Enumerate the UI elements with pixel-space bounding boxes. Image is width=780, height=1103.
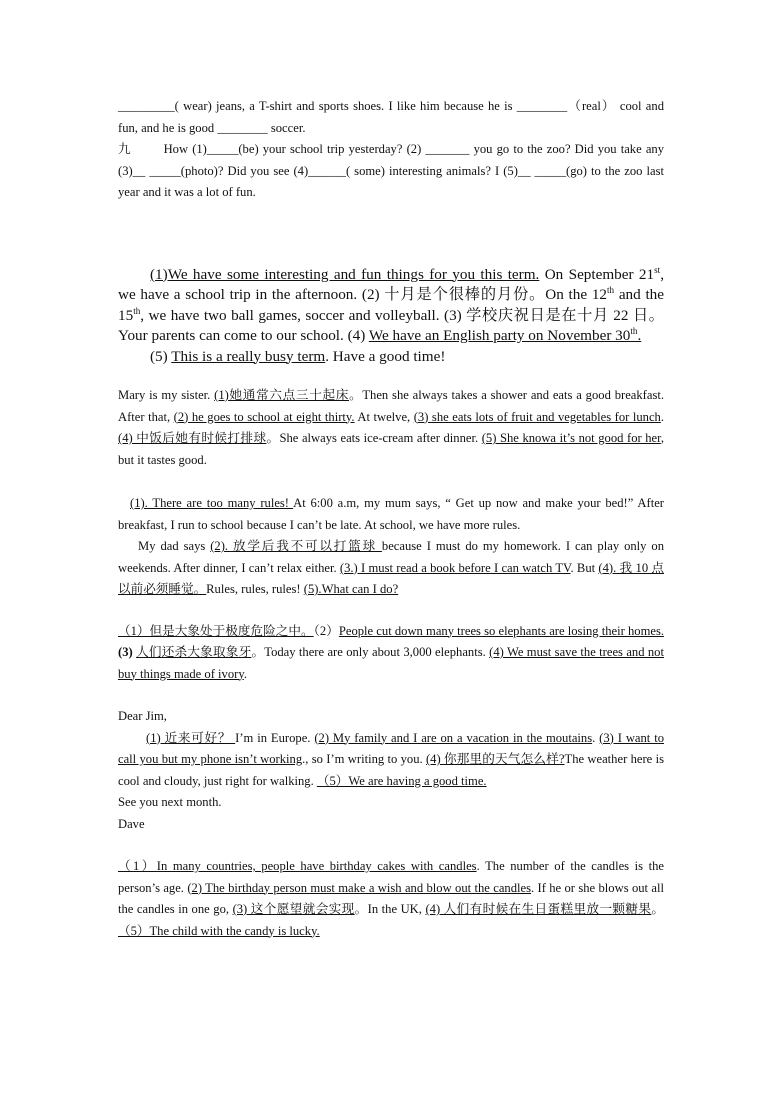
- mary-paragraph: [118, 385, 664, 471]
- rules-text: because I must do my homework. I can play only on weekends. After dinner, I can’t relax either.: [118, 539, 664, 575]
- underlined-sentence-2: (2) The birthday person must make a wish and blow out the candles: [187, 880, 531, 895]
- elephants-text: （2）: [313, 623, 339, 638]
- underlined-sentence-2: (2) My family and I are on a vacation in the moutains: [314, 730, 593, 745]
- underlined-sentence-3: (3.) I must read a book before I can watch TV: [339, 560, 571, 575]
- fill-line-2: [118, 139, 664, 204]
- letter-text: The weather here is cool and cloudy, just right for walking.: [118, 752, 664, 788]
- letter-greeting: Dear Jim,: [118, 709, 167, 723]
- underlined-sentence-3: (3) she eats lots of fruit and vegetables for lunch: [413, 409, 661, 424]
- underlined-sentence-4: [369, 327, 641, 344]
- worksheet-page: [118, 96, 664, 942]
- underlined-sentence-1: （1）但是大象处于极度危险之中。: [118, 623, 314, 638]
- passage-elephants: [118, 621, 664, 686]
- passage-letter: [118, 706, 664, 835]
- term-text: . Have a good time!: [325, 347, 446, 365]
- underlined-sentence-4: (4) 你那里的天气怎么样?: [425, 752, 565, 766]
- fill-in-blank-section: [118, 96, 664, 204]
- underlined-sentence-2: (2). 放学后我不可以打篮球: [210, 539, 382, 553]
- passage-birthday: [118, 856, 664, 942]
- underlined-sentence-3: (3) 这个愿望就会实现: [232, 902, 355, 916]
- underlined-sentence-5: (5).What can I do?: [303, 582, 399, 596]
- underlined-sentence-1: (1)她通常六点三十起床: [214, 388, 350, 402]
- letter-body: [118, 728, 664, 793]
- birthday-text: 。In the UK,: [354, 902, 426, 916]
- section-number: 九: [118, 142, 132, 156]
- superscript: th: [607, 284, 615, 295]
- rules-paragraph-2: [118, 536, 664, 601]
- term-text: and the 15: [118, 286, 665, 324]
- passage-school-term: [118, 265, 664, 368]
- letter-text: ., so I’m writing to you.: [302, 752, 426, 766]
- rules-text: At 6:00 a.m, my mum says, “ Get up now and make your bed!” After breakfast, I run to school because I can’t be late. At school, we have more rules.: [118, 496, 664, 532]
- superscript: th: [133, 305, 141, 316]
- underlined-sentence-5: (5) She knowa it’s not good for her: [481, 431, 661, 445]
- underlined-sentence-4: (4) 人们有时候在生日蛋糕里放一颗糖果: [425, 902, 652, 916]
- birthday-text: . The number of the candles is the person’s age.: [118, 859, 664, 895]
- underlined-sentence-4: (4) 中饭后她有时候打排球: [118, 431, 267, 445]
- birthday-text: 。: [651, 902, 664, 916]
- letter-text: .: [592, 730, 600, 745]
- elephants-text: .: [243, 666, 247, 681]
- elephants-paragraph: [118, 621, 664, 686]
- underlined-sentence-1: (1)We have some interesting and fun things for you this term.: [150, 265, 540, 283]
- underlined-sentence-4: (4) We must save the trees and not buy things made of ivory: [118, 645, 664, 681]
- letter-text: I’m in Europe.: [235, 730, 315, 745]
- passage-rules: [118, 493, 664, 601]
- letter-closing: See you next month.: [118, 795, 222, 809]
- rules-text: Rules, rules, rules!: [206, 582, 304, 596]
- term-text: On September 21: [539, 265, 655, 283]
- elephants-text: (3): [118, 645, 137, 659]
- term-text: , we have a school trip in the afternoon. (2) 十月是个很棒的月份。On the 12: [118, 265, 664, 303]
- underlined-sentence-1: （1）In many countries, people have birthday cakes with candles: [118, 859, 477, 873]
- term-paragraph-1: [118, 265, 664, 347]
- term-paragraph-2: [118, 347, 664, 368]
- underlined-sentence-1: (1). There are too many rules!: [130, 496, 294, 510]
- letter-signature: Dave: [118, 816, 145, 831]
- birthday-paragraph: [118, 856, 664, 942]
- term-text: .: [637, 327, 642, 344]
- underlined-sentence-5: （5）We are having a good time.: [316, 773, 487, 788]
- mary-text: 。Then she always takes a shower and eats a good breakfast. After that,: [118, 388, 665, 424]
- superscript: st: [654, 264, 661, 275]
- underlined-sentence-5: This is a really busy term: [171, 347, 326, 365]
- elephants-text: 。Today there are only about 3,000 elephants.: [251, 645, 490, 659]
- underlined-sentence-2: People cut down many trees so elephants are losing their homes.: [338, 623, 665, 638]
- rules-text: . But: [570, 560, 599, 575]
- birthday-text: . If he or she blows out all the candles in one go,: [118, 880, 664, 916]
- mary-text: Mary is my sister.: [118, 388, 215, 402]
- fill-line-1: _________( wear) jeans, a T-shirt and sports shoes. I like him because he is ________（real） cool and fun, and he is good ________ soccer.: [118, 99, 664, 135]
- mary-text: 。She always eats ice-cream after dinner.: [266, 431, 482, 445]
- underlined-sentence-4: (4). 我 10 点以前必须睡觉。: [118, 560, 664, 596]
- underlined-sentence-3: (3) I want to call you but my phone isn’t working: [118, 730, 664, 766]
- mary-text: At twelve,: [354, 409, 414, 424]
- underlined-sentence-1: (1) 近来可好？: [146, 730, 236, 745]
- term-text: , we have two ball games, soccer and volleyball. (3) 学校庆祝日是在十月 22 日。 Your parents can come to our school. (4): [118, 306, 664, 344]
- term-text: We have an English party on November 30: [368, 327, 631, 344]
- mary-text: , but it tastes good.: [118, 431, 664, 467]
- underlined-sentence-3: 人们还杀大象取象牙: [136, 645, 252, 659]
- fill-line-2-body: How (1)_____(be) your school trip yesterday? (2) _______ you go to the zoo? Did you take any (3)__ _____(photo)? Did you see (4)______( some) interesting animals? I (5)__ _____(go) to the zoo last year and it was a lot of fun.: [118, 142, 664, 199]
- rules-paragraph-1: [118, 493, 664, 536]
- underlined-sentence-2: (2) he goes to school at eight thirty.: [173, 409, 355, 424]
- mary-text: .: [660, 409, 664, 424]
- passage-mary: [118, 385, 664, 471]
- term-text: (5): [150, 347, 172, 365]
- underlined-sentence-5: （5）The child with the candy is lucky.: [118, 923, 320, 938]
- superscript: th: [630, 325, 638, 336]
- rules-text: My dad says: [138, 539, 211, 553]
